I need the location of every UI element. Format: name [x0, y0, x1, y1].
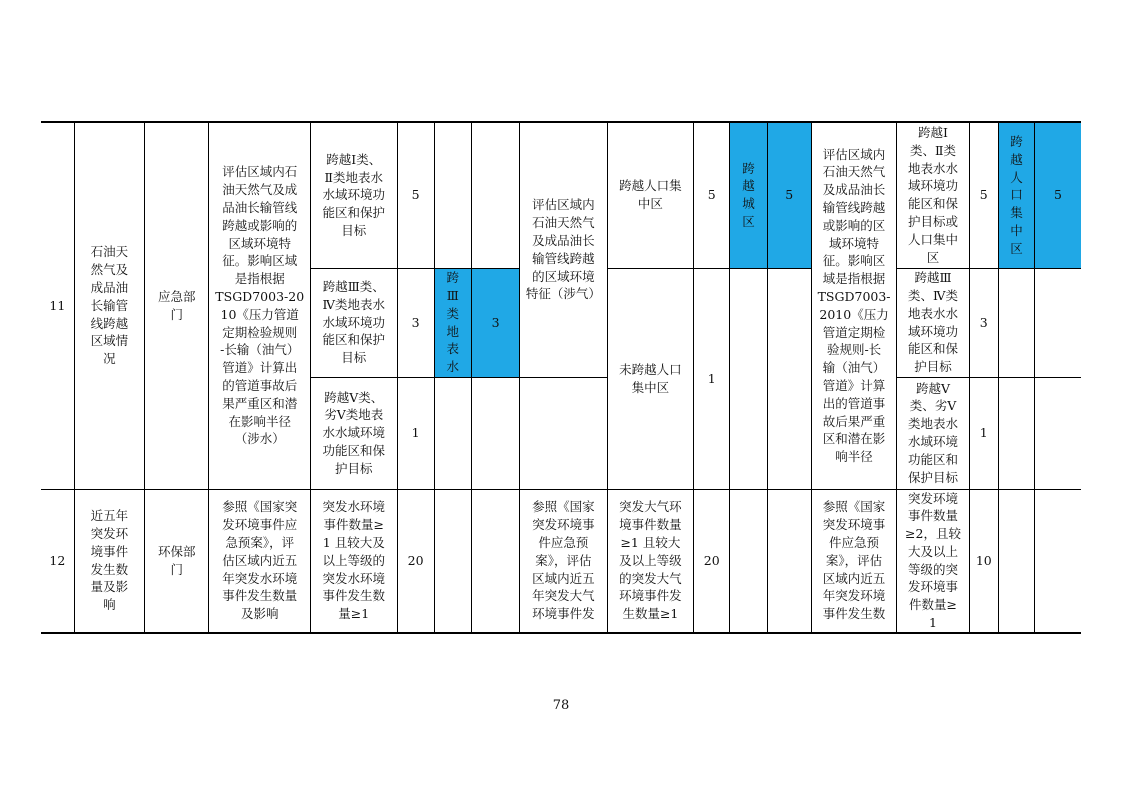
- air-condition-cell: 突发大气环 境事件数量 ≥1 且较大 及以上等级 的突发大气 环境事件发 生数量≥1: [607, 489, 693, 633]
- soil-condition-cell: 跨越Ⅰ 类、Ⅱ类 地表水水 域环境功 能区和保 护目标或 人口集中 区: [897, 122, 969, 268]
- air-basis-blank-cell: [520, 377, 608, 489]
- air-result-score-cell: [767, 268, 811, 489]
- soil-condition-cell: 跨越Ⅲ 类、Ⅳ类 地表水水 域环境功 能区和保 护目标: [897, 268, 969, 377]
- soil-score-cell: 10: [969, 489, 998, 633]
- soil-basis-cell: 评估区域内 石油天然气 及成品油长 输管线跨越 或影响的区 域环境特 征。影响区 域是指根据 TSGD7003- 2010《压力 管道定期检 验规则-长 输（油气） 管道》计算 出的管道事 故后果严重 区和潜在影 响半径: [811, 122, 896, 489]
- soil-result-score-cell: [1035, 489, 1081, 633]
- soil-result-cell: [998, 489, 1034, 633]
- soil-condition-cell: 突发环境 事件数量 ≥2，且较 大及以上 等级的突 发环境事 件数量≥ 1: [897, 489, 969, 633]
- air-score-cell: 1: [694, 268, 730, 489]
- row-number: 12: [41, 489, 74, 633]
- air-basis-cell: 评估区域内 石油天然气 及成品油长 输管线跨越 的区域环境 特征（涉气）: [520, 122, 608, 377]
- air-score-cell: 5: [694, 122, 730, 268]
- air-result-score-highlight-cell: 5: [767, 122, 811, 268]
- soil-result-cell: [998, 377, 1034, 489]
- water-result-score-highlight-cell: 3: [471, 268, 519, 377]
- water-score-cell: 3: [397, 268, 434, 377]
- air-condition-cell: 跨越人口集 中区: [607, 122, 693, 268]
- air-result-score-cell: [767, 489, 811, 633]
- air-score-cell: 20: [694, 489, 730, 633]
- row-number: 11: [41, 122, 74, 489]
- air-condition-cell: 未跨越人口 集中区: [607, 268, 693, 489]
- soil-score-cell: 3: [969, 268, 998, 377]
- indicator-name: 石油天 然气及 成品油 长输管 线跨越 区域情 况: [74, 122, 144, 489]
- air-result-highlight-cell: 跨 越 城 区: [730, 122, 767, 268]
- water-basis-cell: 参照《国家突 发环境事件应 急预案》，评 估区域内近五 年突发水环境 事件发生数量 及影响: [209, 489, 311, 633]
- water-result-score-cell: [471, 489, 519, 633]
- department: 应急部 门: [145, 122, 209, 489]
- soil-result-cell: [998, 268, 1034, 377]
- water-condition-cell: 突发水环境 事件数量≥ 1 且较大及 以上等级的 突发水环境 事件发生数 量≥1: [311, 489, 397, 633]
- indicator-table: [41, 121, 1081, 634]
- air-result-cell: [730, 489, 767, 633]
- water-result-cell: [434, 122, 471, 268]
- soil-result-score-cell: [1035, 377, 1081, 489]
- soil-condition-cell: 跨越Ⅴ 类、劣Ⅴ 类地表水 水域环境 功能区和 保护目标: [897, 377, 969, 489]
- page-number: 78: [552, 698, 570, 713]
- water-basis-cell: 评估区域内石 油天然气及成 品油长输管线 跨越或影响的 区域环境特 征。影响区域 是指根据 TSGD7003-20 10《压力管道 定期检验规则 -长输（油气） 管道》计算出 的管道事故后 果严重区和潜 在影响半径 （涉水）: [209, 122, 311, 489]
- soil-result-score-highlight-cell: 5: [1035, 122, 1081, 268]
- department: 环保部 门: [145, 489, 209, 633]
- air-basis-cell: 参照《国家 突发环境事 件应急预 案》，评估 区域内近五 年突发大气 环境事件发: [520, 489, 608, 633]
- soil-score-cell: 1: [969, 377, 998, 489]
- water-score-cell: 5: [397, 122, 434, 268]
- water-condition-cell: 跨越Ⅰ类、 Ⅱ类地表水 水域环境功 能区和保护 目标: [311, 122, 397, 268]
- water-score-cell: 20: [397, 489, 434, 633]
- water-result-cell: [434, 489, 471, 633]
- air-result-cell: [730, 268, 767, 489]
- indicator-name: 近五年 突发环 境事件 发生数 量及影 响: [74, 489, 144, 633]
- water-result-score-cell: [471, 377, 519, 489]
- soil-result-highlight-cell: 跨 越 人 口 集 中 区: [998, 122, 1034, 268]
- water-result-highlight-cell: 跨 Ⅲ 类 地 表 水: [434, 268, 471, 377]
- table-row: [41, 122, 1081, 268]
- water-condition-cell: 跨越Ⅴ类、 劣Ⅴ类地表 水水域环境 功能区和保 护目标: [311, 377, 397, 489]
- water-condition-cell: 跨越Ⅲ类、 Ⅳ类地表水 水域环境功 能区和保护 目标: [311, 268, 397, 377]
- water-score-cell: 1: [397, 377, 434, 489]
- table-row: [41, 489, 1081, 633]
- soil-score-cell: 5: [969, 122, 998, 268]
- soil-result-score-cell: [1035, 268, 1081, 377]
- water-result-score-cell: [471, 122, 519, 268]
- soil-basis-cell: 参照《国家 突发环境事 件应急预 案》，评估 区域内近五 年突发环境 事件发生数: [811, 489, 896, 633]
- water-result-cell: [434, 377, 471, 489]
